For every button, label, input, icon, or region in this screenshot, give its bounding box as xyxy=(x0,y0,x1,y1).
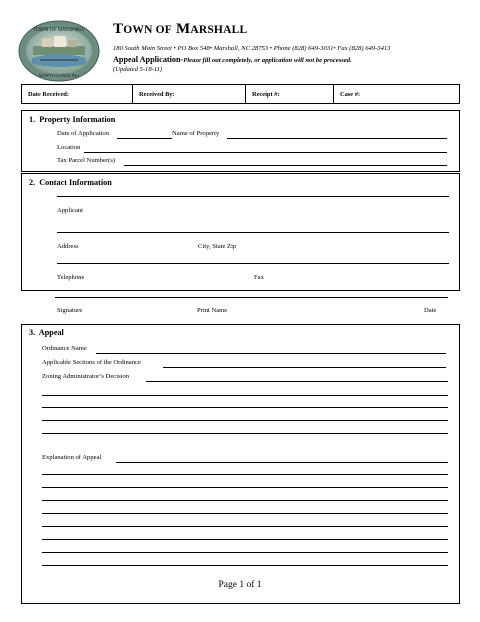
explanation-line[interactable] xyxy=(42,513,448,514)
print-name-label: Print Name xyxy=(197,307,228,314)
explanation-line[interactable] xyxy=(42,565,448,566)
applicant-field[interactable] xyxy=(57,196,449,197)
explanation-line[interactable] xyxy=(42,500,448,501)
town-name: TOWN OF MARSHALL xyxy=(113,21,248,37)
fax-label: Fax xyxy=(254,274,264,281)
explanation-field[interactable] xyxy=(116,462,448,463)
case-cell[interactable]: Case #: xyxy=(334,85,460,104)
section-appeal xyxy=(21,324,460,604)
tax-parcel-field[interactable] xyxy=(124,165,447,166)
address-field[interactable] xyxy=(57,232,449,233)
town-address: 180 South Main Street • PO Box 548• Marshall, NC 28753 • Phone (828) 649-3031• Fax (828) 649-3413 xyxy=(113,45,391,52)
applicable-sections-field[interactable] xyxy=(163,367,446,368)
section1-heading: 1. Property Information xyxy=(29,115,116,124)
page-number: Page 1 of 1 xyxy=(218,580,262,590)
address-label: Address xyxy=(57,243,79,250)
office-use-table xyxy=(21,84,460,104)
appeal-line[interactable] xyxy=(42,407,448,408)
application-title: Appeal Application-Please fill out completely, or application will not be processed. xyxy=(113,55,352,64)
section-contact-information xyxy=(21,173,460,291)
ordinance-name-label: Ordinance Name xyxy=(42,345,87,352)
location-field[interactable] xyxy=(84,152,447,153)
zoning-decision-label: Zoning Administrator’s Decision xyxy=(42,373,130,380)
received-by-cell[interactable]: Received By: xyxy=(133,85,246,104)
appeal-line[interactable] xyxy=(42,395,448,396)
tax-parcel-label: Tax Parcel Number(s) xyxy=(57,157,116,164)
signature-label: Signature xyxy=(57,307,83,314)
section3-heading: 3. Appeal xyxy=(29,328,64,337)
date-label: Date xyxy=(424,307,437,314)
applicable-sections-label: Applicable Sections of the Ordinance xyxy=(42,359,141,366)
appeal-line[interactable] xyxy=(42,433,448,434)
property-name-label: Name of Property xyxy=(172,130,220,137)
explanation-line[interactable] xyxy=(42,487,448,488)
telephone-label: Telephone xyxy=(57,274,85,281)
explanation-line[interactable] xyxy=(42,526,448,527)
updated-date: (Updated 5-18-11) xyxy=(113,66,163,73)
ordinance-name-field[interactable] xyxy=(96,353,446,354)
explanation-line[interactable] xyxy=(42,539,448,540)
zoning-decision-field[interactable] xyxy=(146,381,448,382)
explanation-line[interactable] xyxy=(42,474,448,475)
applicant-label: Applicant xyxy=(57,207,84,214)
receipt-cell[interactable]: Receipt #: xyxy=(246,85,334,104)
date-of-application-field[interactable] xyxy=(117,138,172,139)
date-received-cell[interactable]: Date Received: xyxy=(22,85,133,104)
svg-text:NORTH CAROLINA: NORTH CAROLINA xyxy=(38,73,80,78)
telephone-field[interactable] xyxy=(57,263,449,264)
city-state-zip-label: City, State Zip xyxy=(198,243,237,250)
location-label: Location xyxy=(57,144,81,151)
town-seal-logo xyxy=(18,20,100,82)
svg-text:TOWN OF MARSHALL: TOWN OF MARSHALL xyxy=(33,27,85,33)
explanation-line[interactable] xyxy=(42,552,448,553)
section2-heading: 2. Contact Information xyxy=(29,178,112,187)
section-property-information xyxy=(21,110,460,172)
explanation-label: Explanation of Appeal xyxy=(42,454,102,461)
date-of-application-label: Date of Application xyxy=(57,130,110,137)
appeal-line[interactable] xyxy=(42,420,448,421)
property-name-field[interactable] xyxy=(227,138,447,139)
signature-field[interactable] xyxy=(55,297,448,298)
